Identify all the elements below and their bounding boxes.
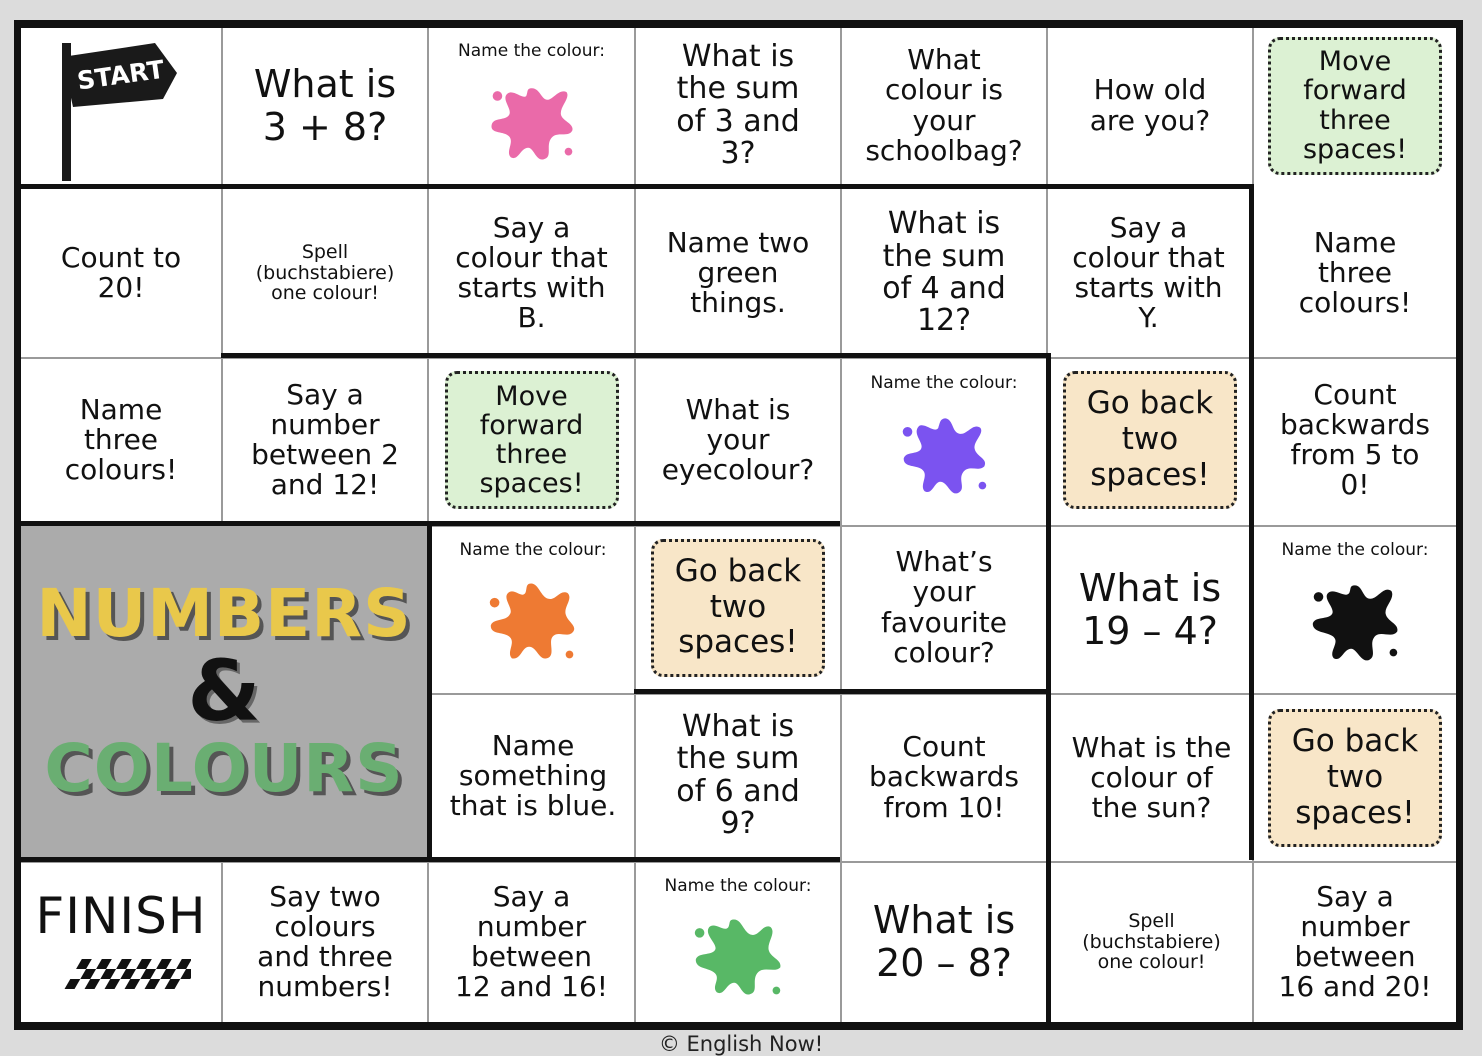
paint-splat-icon <box>896 403 992 499</box>
board-cell[interactable] <box>842 359 1046 521</box>
title-ampersand: & <box>187 642 261 741</box>
go-back-card: Go back two spaces! <box>651 539 825 677</box>
finish-cell <box>21 862 221 1022</box>
splat-shape <box>1390 649 1398 657</box>
splat-shape <box>696 919 781 994</box>
board-cell[interactable] <box>1051 862 1252 1022</box>
cell-text: What is the sum of 3 and 3? <box>676 38 800 171</box>
paint-splat-icon <box>484 71 580 167</box>
cell-text: What is 20 – 8? <box>872 898 1016 985</box>
cell-text: What is your eyecolour? <box>661 392 815 487</box>
cell-text: What is 3 + 8? <box>253 61 397 149</box>
splat-shape <box>1313 585 1398 660</box>
splat-shape <box>695 928 705 938</box>
cell-text: Count backwards from 10! <box>869 730 1019 824</box>
splat-shape <box>492 91 502 101</box>
colour-prompt: Name the colour: <box>664 876 812 896</box>
board-cell[interactable] <box>1254 27 1456 184</box>
colour-prompt: Name the colour: <box>1281 540 1429 560</box>
cell-text: Say two colours and three numbers! <box>257 879 393 1004</box>
board-cell[interactable] <box>432 695 634 857</box>
splat-shape <box>566 651 574 659</box>
board-cell[interactable] <box>1254 359 1456 521</box>
board-cell[interactable] <box>429 862 634 1022</box>
cell-text: Spell (buchstabiere) one colour! <box>1082 909 1221 974</box>
cell-text: What is the sum of 4 and 12? <box>882 206 1006 339</box>
title-numbers: NUMBERS <box>36 575 412 653</box>
board-cell[interactable] <box>223 359 427 521</box>
move-forward-card: Move forward three spaces! <box>445 371 619 509</box>
copyright-footer: © English Now! <box>658 1032 824 1056</box>
splat-shape <box>903 427 913 437</box>
board-cell[interactable] <box>21 359 221 521</box>
start-label: START <box>75 54 167 96</box>
cell-text: Name something that is blue. <box>449 728 617 823</box>
board-cell[interactable] <box>1051 695 1252 861</box>
title-colours: COLOURS <box>44 729 404 807</box>
checkered-flag-icon <box>51 957 191 997</box>
splat-shape <box>904 418 985 493</box>
paint-splat-icon <box>690 906 786 1002</box>
cell-text: Say a number between 12 and 16! <box>455 879 608 1004</box>
title-panel <box>21 526 427 857</box>
cell-text: What colour is your schoolbag? <box>865 43 1023 167</box>
board-cell[interactable] <box>636 694 840 857</box>
cell-text: Say a number between 16 and 20! <box>1278 879 1432 1004</box>
cell-text: How old are you? <box>1089 73 1211 137</box>
splat-shape <box>979 482 987 490</box>
board-cell[interactable] <box>636 359 840 521</box>
board-cell[interactable] <box>1051 526 1249 693</box>
board-cell[interactable] <box>842 189 1046 357</box>
board-cell[interactable] <box>432 526 634 693</box>
splat-shape <box>773 987 781 995</box>
cell-text: What’s your favourite colour? <box>881 545 1007 669</box>
board-cell[interactable] <box>1254 695 1456 861</box>
board-cell[interactable] <box>842 526 1046 689</box>
cell-text: Count to 20! <box>60 240 182 304</box>
board-cell[interactable] <box>1254 189 1456 357</box>
cell-text: Name three colours! <box>1298 225 1412 320</box>
colour-prompt: Name the colour: <box>458 41 605 61</box>
board-cell[interactable] <box>636 526 840 689</box>
cell-text: What is 19 – 4? <box>1078 565 1222 653</box>
board-cell[interactable] <box>21 189 221 357</box>
splat-shape <box>1314 592 1324 602</box>
splat-shape <box>491 88 572 159</box>
board-cell[interactable] <box>429 359 634 521</box>
board-cell[interactable] <box>1254 526 1456 693</box>
splat-shape <box>564 148 572 156</box>
board-cell[interactable] <box>1051 359 1249 521</box>
colour-prompt: Name the colour: <box>459 540 607 560</box>
colour-prompt: Name the colour: <box>870 373 1018 393</box>
board-cell[interactable] <box>842 27 1046 184</box>
finish-label: FINISH <box>35 887 207 945</box>
board-cell[interactable] <box>1048 27 1252 184</box>
board-cell[interactable] <box>429 27 634 184</box>
go-back-card: Go back two spaces! <box>1063 371 1237 509</box>
cell-text: What is the sum of 6 and 9? <box>676 708 800 841</box>
splat-shape <box>491 583 574 658</box>
go-back-card: Go back two spaces! <box>1268 709 1442 847</box>
cell-text: Say a number between 2 and 12! <box>251 377 399 502</box>
cell-text: Say a colour that starts with Y. <box>1072 210 1225 335</box>
start-flag-icon <box>21 27 221 184</box>
board-cell[interactable] <box>636 189 840 357</box>
board-cell[interactable] <box>636 862 840 1022</box>
board-cell[interactable] <box>1254 862 1456 1022</box>
cell-text: Spell (buchstabiere) one colour! <box>255 240 395 305</box>
board-cell[interactable] <box>842 862 1046 1022</box>
board-cell[interactable] <box>223 862 427 1022</box>
cell-text: Say a colour that starts with B. <box>455 210 608 335</box>
cell-text: Name two green things. <box>666 225 810 320</box>
cell-text: Count backwards from 5 to 0! <box>1280 377 1430 502</box>
move-forward-card: Move forward three spaces! <box>1268 37 1442 175</box>
splat-shape <box>490 598 500 608</box>
start-cell <box>21 27 221 184</box>
cell-text: Name three colours! <box>64 392 178 487</box>
game-board <box>14 20 1463 1030</box>
cell-text: What is the colour of the sun? <box>1071 730 1232 825</box>
board-cell[interactable] <box>1048 189 1249 357</box>
paint-splat-icon <box>1307 570 1403 666</box>
board-cell[interactable] <box>636 27 840 184</box>
paint-splat-icon <box>485 570 581 666</box>
board-cell[interactable] <box>842 694 1046 861</box>
board-cell[interactable] <box>223 27 427 184</box>
board-cell[interactable] <box>223 189 427 357</box>
board-cell[interactable] <box>429 189 634 357</box>
